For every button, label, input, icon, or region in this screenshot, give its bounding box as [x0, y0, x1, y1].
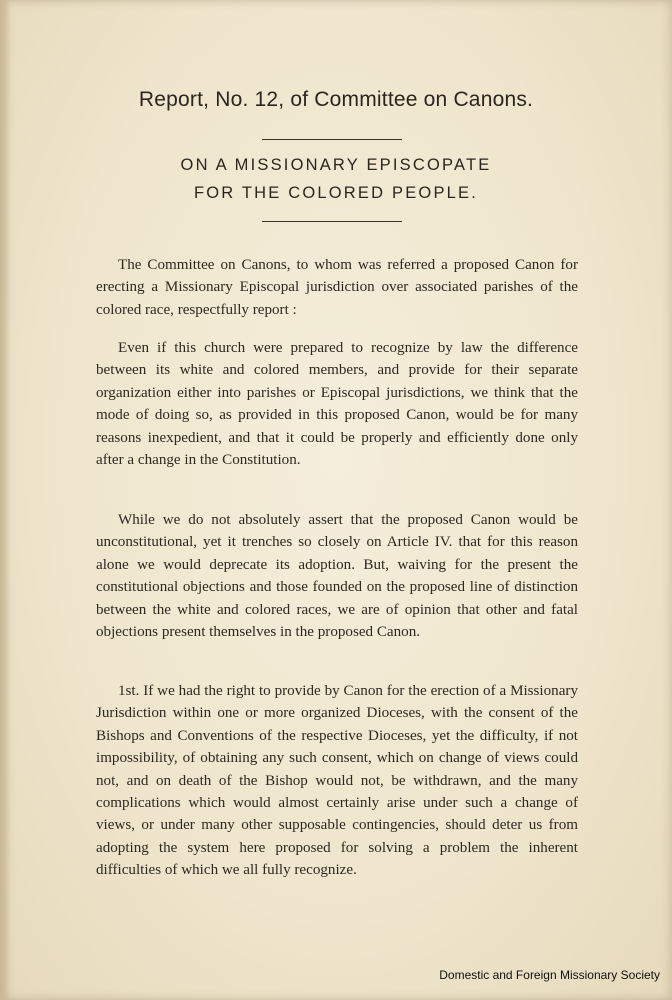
paragraph-1: The Committee on Canons, to whom was referred a proposed Canon for erecting a Missionary Episcopal jurisdiction over associated parishes of the colored race, respectfully report : [96, 257, 578, 318]
paragraph-4: 1st. If we had the right to provide by Canon for the erection of a Missionary Jurisdiction within one or more organized Dioceses, with the consent of the Bishops and Conventions of the respective Dioceses, yet the difficulty, if not impossibility, of obtaining any such consent, which on change of views could not, and on death of the Bishop would not, be withdrawn, and the many complications which would almost certainly arise under such a change of views, or under many other supposable contingencies, should deter us from adopting the system here proposed for solving a problem the inherent difficulties of which we all fully recognize. [96, 683, 578, 879]
paragraph-3: While we do not absolutely assert that the proposed Canon would be unconstitutional, yet it trenches so closely on Article IV. that for this reason alone we would deprecate its adoption. But, waiving for the present the constitutional objections and those founded on the proposed line of distinction between the white and colored races, we are of opinion that other and fatal objections present themselves in the proposed Canon. [96, 512, 578, 641]
report-title: Report, No. 12, of Committee on Canons. [138, 88, 534, 111]
subtitle-line-1: ON A MISSIONARY EPISCOPATE [180, 156, 492, 174]
paragraph-2: Even if this church were prepared to recognize by law the difference between its white and colored members, and provide for their separate organization either into parishes or Episcopal jurisdictions, we think that the mode of doing so, as provided in this proposed Canon, would be for many reasons inexpedient, and that it could be properly and efficiently done only after a change in the Constitution. [96, 340, 578, 469]
subtitle-line-2: FOR THE COLORED PEOPLE. [193, 184, 479, 202]
archive-credit: Domestic and Foreign Missionary Society [439, 968, 660, 982]
title-divider-bottom [262, 221, 402, 222]
title-divider-top [262, 139, 402, 140]
page-edge-shadow [0, 0, 10, 1000]
